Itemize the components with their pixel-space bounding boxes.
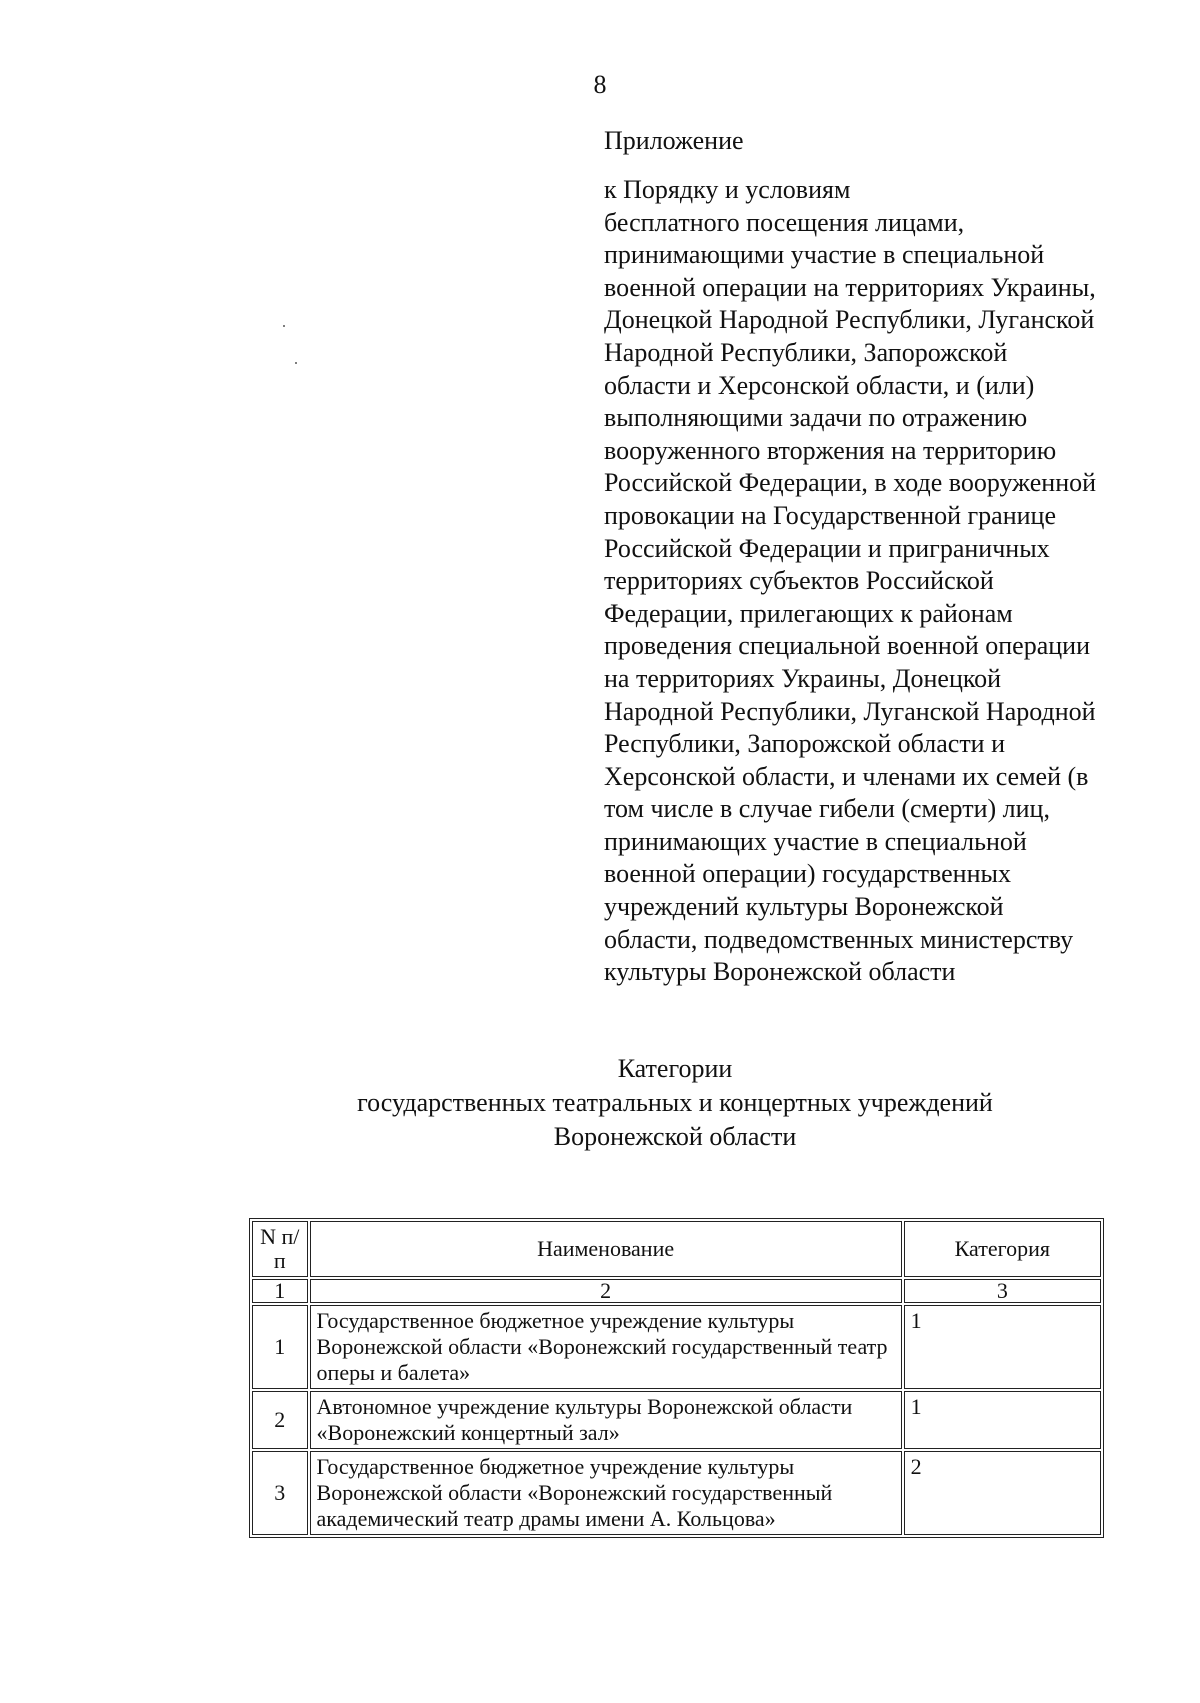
- row-category: 1: [904, 1391, 1101, 1449]
- appendix-line: военной операции на территориях Украины,: [604, 272, 1096, 302]
- index-cell: 2: [310, 1279, 902, 1303]
- scan-speck: [283, 325, 285, 327]
- document-heading: [0, 1052, 1200, 1154]
- appendix-title: Приложение: [604, 126, 744, 155]
- heading-line: государственных театральных и концертных учреждений: [357, 1088, 993, 1117]
- row-category: 1: [904, 1305, 1101, 1389]
- row-num: 2: [252, 1391, 308, 1449]
- heading-line: Воронежской области: [553, 1122, 797, 1151]
- row-name: Государственное бюджетное учреждение культуры Воронежской области «Воронежский государственный театр оперы и балета»: [310, 1305, 902, 1389]
- appendix-line: Народной Республики, Запорожской: [604, 337, 1008, 367]
- appendix-line: Федерации, прилегающих к районам: [604, 598, 1013, 628]
- header-category: Категория: [904, 1221, 1101, 1277]
- heading-line: Категории: [617, 1054, 733, 1083]
- appendix-line: Народной Республики, Луганской Народной: [604, 696, 1096, 726]
- table-row: [252, 1391, 1101, 1449]
- scan-speck: [295, 362, 297, 364]
- appendix-line: бесплатного посещения лицами,: [604, 207, 965, 237]
- table-header-row: [252, 1221, 1101, 1277]
- appendix-line: вооруженного вторжения на территорию: [604, 435, 1057, 465]
- appendix-line: том числе в случае гибели (смерти) лиц,: [604, 794, 1050, 824]
- appendix-line: Донецкой Народной Республики, Луганской: [604, 305, 1095, 335]
- header-num: N п/п: [252, 1221, 308, 1277]
- table-row: [252, 1451, 1101, 1535]
- row-category: 2: [904, 1451, 1101, 1535]
- appendix-line: военной операции) государственных: [604, 859, 1011, 889]
- table-index-row: [252, 1279, 1101, 1303]
- appendix-line: принимающих участие в специальной: [604, 826, 1027, 856]
- row-num: 3: [252, 1451, 308, 1535]
- appendix-line: выполняющими задачи по отражению: [604, 403, 1028, 433]
- index-cell: 3: [904, 1279, 1101, 1303]
- row-name: Государственное бюджетное учреждение культуры Воронежской области «Воронежский государственный академический театр драмы имени А. Кольцова»: [310, 1451, 902, 1535]
- appendix-line: культуры Воронежской области: [604, 957, 956, 987]
- header-name: Наименование: [310, 1221, 902, 1277]
- appendix-line: Херсонской области, и членами их семей (в: [604, 761, 1089, 791]
- appendix-line: проведения специальной военной операции: [604, 631, 1090, 661]
- page-number: 8: [593, 70, 607, 99]
- index-cell: 1: [252, 1279, 308, 1303]
- appendix-line: Российской Федерации и приграничных: [604, 533, 1050, 563]
- appendix-line: учреждений культуры Воронежской: [604, 892, 1004, 922]
- table-row: [252, 1305, 1101, 1389]
- appendix-line: к Порядку и условиям: [604, 175, 851, 204]
- appendix-line: на территориях Украины, Донецкой: [604, 663, 1002, 693]
- appendix-line: области и Херсонской области, и (или): [604, 370, 1035, 400]
- categories-table: [249, 1218, 1104, 1538]
- appendix-line: территориях субъектов Российской: [604, 566, 994, 596]
- appendix-text: [604, 174, 1164, 989]
- appendix-line: Республики, Запорожской области и: [604, 729, 1006, 759]
- appendix-line: области, подведомственных министерству: [604, 924, 1074, 954]
- appendix-line: Российской Федерации, в ходе вооруженной: [604, 468, 1097, 498]
- appendix-block: [604, 124, 1164, 989]
- row-name: Автономное учреждение культуры Воронежской области «Воронежский концертный зал»: [310, 1391, 902, 1449]
- row-num: 1: [252, 1305, 308, 1389]
- appendix-line: провокации на Государственной границе: [604, 500, 1057, 530]
- appendix-line: принимающими участие в специальной: [604, 240, 1045, 270]
